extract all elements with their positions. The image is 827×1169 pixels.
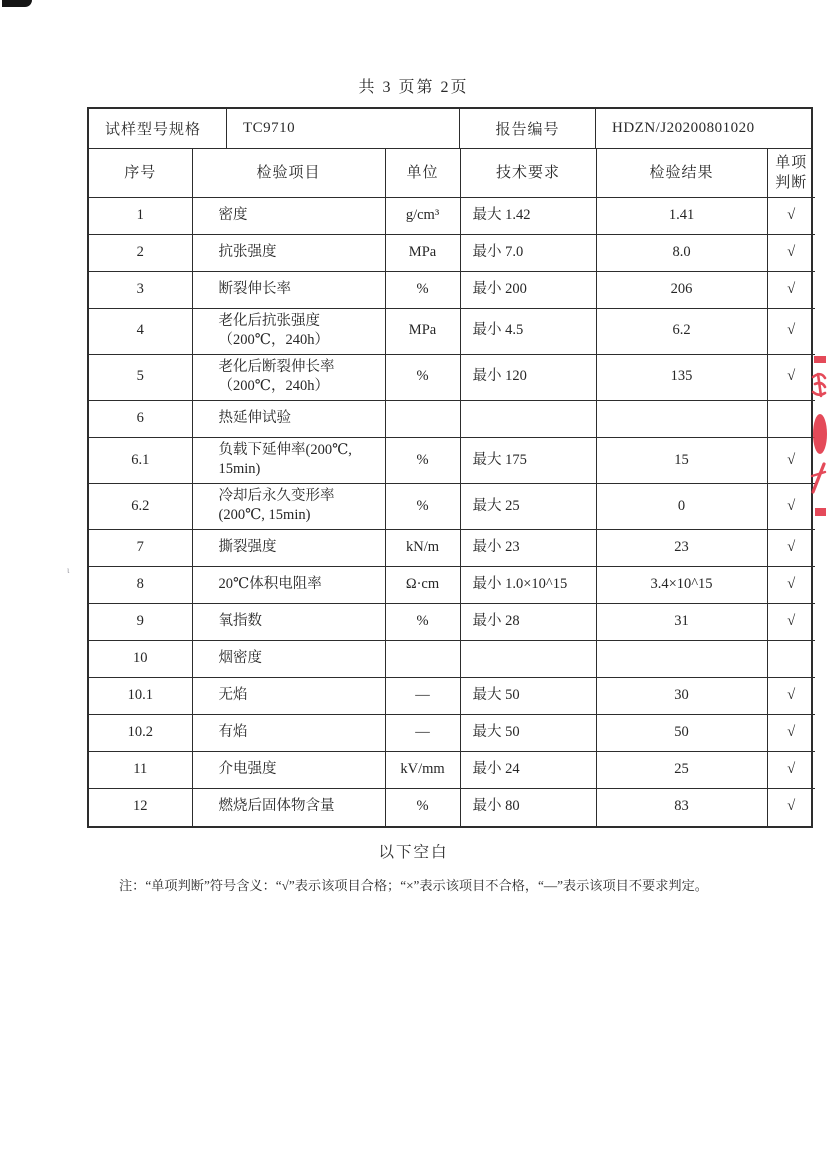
sample-model-label: 试样型号规格: [89, 109, 227, 148]
cell-result: 3.4×10^15: [596, 567, 767, 604]
header-no: 序号: [89, 149, 192, 197]
cell-no: 7: [89, 530, 192, 567]
table-row: [89, 678, 815, 715]
table-row: [89, 234, 815, 271]
cell-item: 密度: [192, 197, 385, 234]
table-row: [89, 715, 815, 752]
table-row: [89, 567, 815, 604]
results-tbody: [89, 197, 815, 826]
report-no-label: 报告编号: [460, 109, 596, 148]
cell-unit: [385, 400, 460, 437]
table-row: [89, 641, 815, 678]
cell-judgment: √: [767, 437, 815, 483]
cell-requirement: 最大 50: [460, 715, 596, 752]
scan-speck: ι: [67, 565, 70, 575]
scan-corner-mark: [2, 0, 32, 7]
cell-unit: [385, 641, 460, 678]
table-row: [89, 197, 815, 234]
report-table: [87, 107, 813, 828]
cell-unit: kV/mm: [385, 752, 460, 789]
cell-result: 31: [596, 604, 767, 641]
cell-judgment: √: [767, 604, 815, 641]
cell-judgment: √: [767, 483, 815, 529]
cell-requirement: 最大 175: [460, 437, 596, 483]
cell-judgment: √: [767, 678, 815, 715]
cell-unit: %: [385, 483, 460, 529]
cell-item: 断裂伸长率: [192, 271, 385, 308]
cell-judgment: √: [767, 715, 815, 752]
table-row: [89, 354, 815, 400]
cell-result: 15: [596, 437, 767, 483]
table-row: [89, 271, 815, 308]
cell-judgment: [767, 641, 815, 678]
header-judgment: 单项判断: [767, 149, 815, 197]
table-row: [89, 437, 815, 483]
cell-result: 50: [596, 715, 767, 752]
cell-item: 20℃体积电阻率: [192, 567, 385, 604]
cell-item: 燃烧后固体物含量: [192, 789, 385, 826]
cell-result: [596, 400, 767, 437]
cell-requirement: [460, 400, 596, 437]
cell-unit: %: [385, 354, 460, 400]
cell-no: 1: [89, 197, 192, 234]
cell-requirement: 最小 4.5: [460, 308, 596, 354]
cell-no: 5: [89, 354, 192, 400]
cell-unit: %: [385, 789, 460, 826]
table-row: [89, 400, 815, 437]
cell-requirement: 最小 200: [460, 271, 596, 308]
header-unit: 单位: [385, 149, 460, 197]
cell-item: 撕裂强度: [192, 530, 385, 567]
cell-no: 12: [89, 789, 192, 826]
cell-requirement: [460, 641, 596, 678]
cell-result: [596, 641, 767, 678]
sample-info-row: [89, 109, 811, 149]
table-row: [89, 308, 815, 354]
cell-judgment: √: [767, 197, 815, 234]
cell-item: 无焰: [192, 678, 385, 715]
cell-requirement: 最小 7.0: [460, 234, 596, 271]
cell-unit: —: [385, 715, 460, 752]
cell-result: 25: [596, 752, 767, 789]
cell-unit: kN/m: [385, 530, 460, 567]
table-row: [89, 604, 815, 641]
page-indicator: 共 3 页第 2页: [358, 79, 469, 96]
cell-judgment: √: [767, 354, 815, 400]
cell-no: 10: [89, 641, 192, 678]
cell-requirement: 最大 50: [460, 678, 596, 715]
cell-result: 8.0: [596, 234, 767, 271]
table-row: [89, 530, 815, 567]
cell-unit: Ω·cm: [385, 567, 460, 604]
table-row: [89, 752, 815, 789]
cell-requirement: 最小 120: [460, 354, 596, 400]
cell-requirement: 最大 1.42: [460, 197, 596, 234]
cell-item: 氧指数: [192, 604, 385, 641]
cell-judgment: √: [767, 308, 815, 354]
cell-judgment: √: [767, 234, 815, 271]
cell-judgment: √: [767, 789, 815, 826]
cell-judgment: √: [767, 567, 815, 604]
table-row: [89, 483, 815, 529]
cell-no: 4: [89, 308, 192, 354]
cell-result: 83: [596, 789, 767, 826]
cell-item: 热延伸试验: [192, 400, 385, 437]
cell-result: 1.41: [596, 197, 767, 234]
cell-unit: —: [385, 678, 460, 715]
cell-judgment: √: [767, 530, 815, 567]
cell-no: 11: [89, 752, 192, 789]
cell-unit: %: [385, 604, 460, 641]
cell-no: 2: [89, 234, 192, 271]
cell-requirement: 最小 28: [460, 604, 596, 641]
cell-requirement: 最小 80: [460, 789, 596, 826]
cell-result: 30: [596, 678, 767, 715]
table-row: [89, 789, 815, 826]
cell-item: 烟密度: [192, 641, 385, 678]
cell-requirement: 最大 25: [460, 483, 596, 529]
report-no-value: HDZN/J20200801020: [612, 120, 755, 136]
red-stamp-fragment: [810, 350, 827, 526]
cell-unit: g/cm³: [385, 197, 460, 234]
header-result: 检验结果: [596, 149, 767, 197]
cell-item: 冷却后永久变形率 (200℃, 15min): [192, 483, 385, 529]
cell-item: 负载下延伸率(200℃, 15min): [192, 437, 385, 483]
cell-no: 8: [89, 567, 192, 604]
cell-unit: %: [385, 271, 460, 308]
cell-no: 6: [89, 400, 192, 437]
cell-item: 老化后抗张强度（200℃，240h）: [192, 308, 385, 354]
sample-model-value: TC9710: [227, 109, 460, 148]
cell-result: 0: [596, 483, 767, 529]
header-item: 检验项目: [192, 149, 385, 197]
cell-item: 介电强度: [192, 752, 385, 789]
cell-judgment: [767, 400, 815, 437]
cell-unit: %: [385, 437, 460, 483]
cell-item: 老化后断裂伸长率 （200℃，240h）: [192, 354, 385, 400]
cell-requirement: 最小 24: [460, 752, 596, 789]
cell-unit: MPa: [385, 234, 460, 271]
cell-result: 23: [596, 530, 767, 567]
cell-no: 6.2: [89, 483, 192, 529]
cell-result: 135: [596, 354, 767, 400]
cell-item: 有焰: [192, 715, 385, 752]
header-row: [89, 149, 815, 197]
cell-no: 9: [89, 604, 192, 641]
cell-item: 抗张强度: [192, 234, 385, 271]
cell-requirement: 最小 1.0×10^15: [460, 567, 596, 604]
cell-unit: MPa: [385, 308, 460, 354]
cell-requirement: 最小 23: [460, 530, 596, 567]
cell-judgment: √: [767, 752, 815, 789]
cell-no: 3: [89, 271, 192, 308]
cell-no: 10.2: [89, 715, 192, 752]
judgment-footnote: 注：“单项判断”符号含义：“√”表示该项目合格；“×”表示该项目不合格，“—”表示该项目不要求判定。: [119, 878, 708, 893]
cell-no: 6.1: [89, 437, 192, 483]
cell-no: 10.1: [89, 678, 192, 715]
below-blank-text: 以下空白: [378, 844, 449, 861]
cell-result: 206: [596, 271, 767, 308]
cell-result: 6.2: [596, 308, 767, 354]
header-requirement: 技术要求: [460, 149, 596, 197]
cell-judgment: √: [767, 271, 815, 308]
